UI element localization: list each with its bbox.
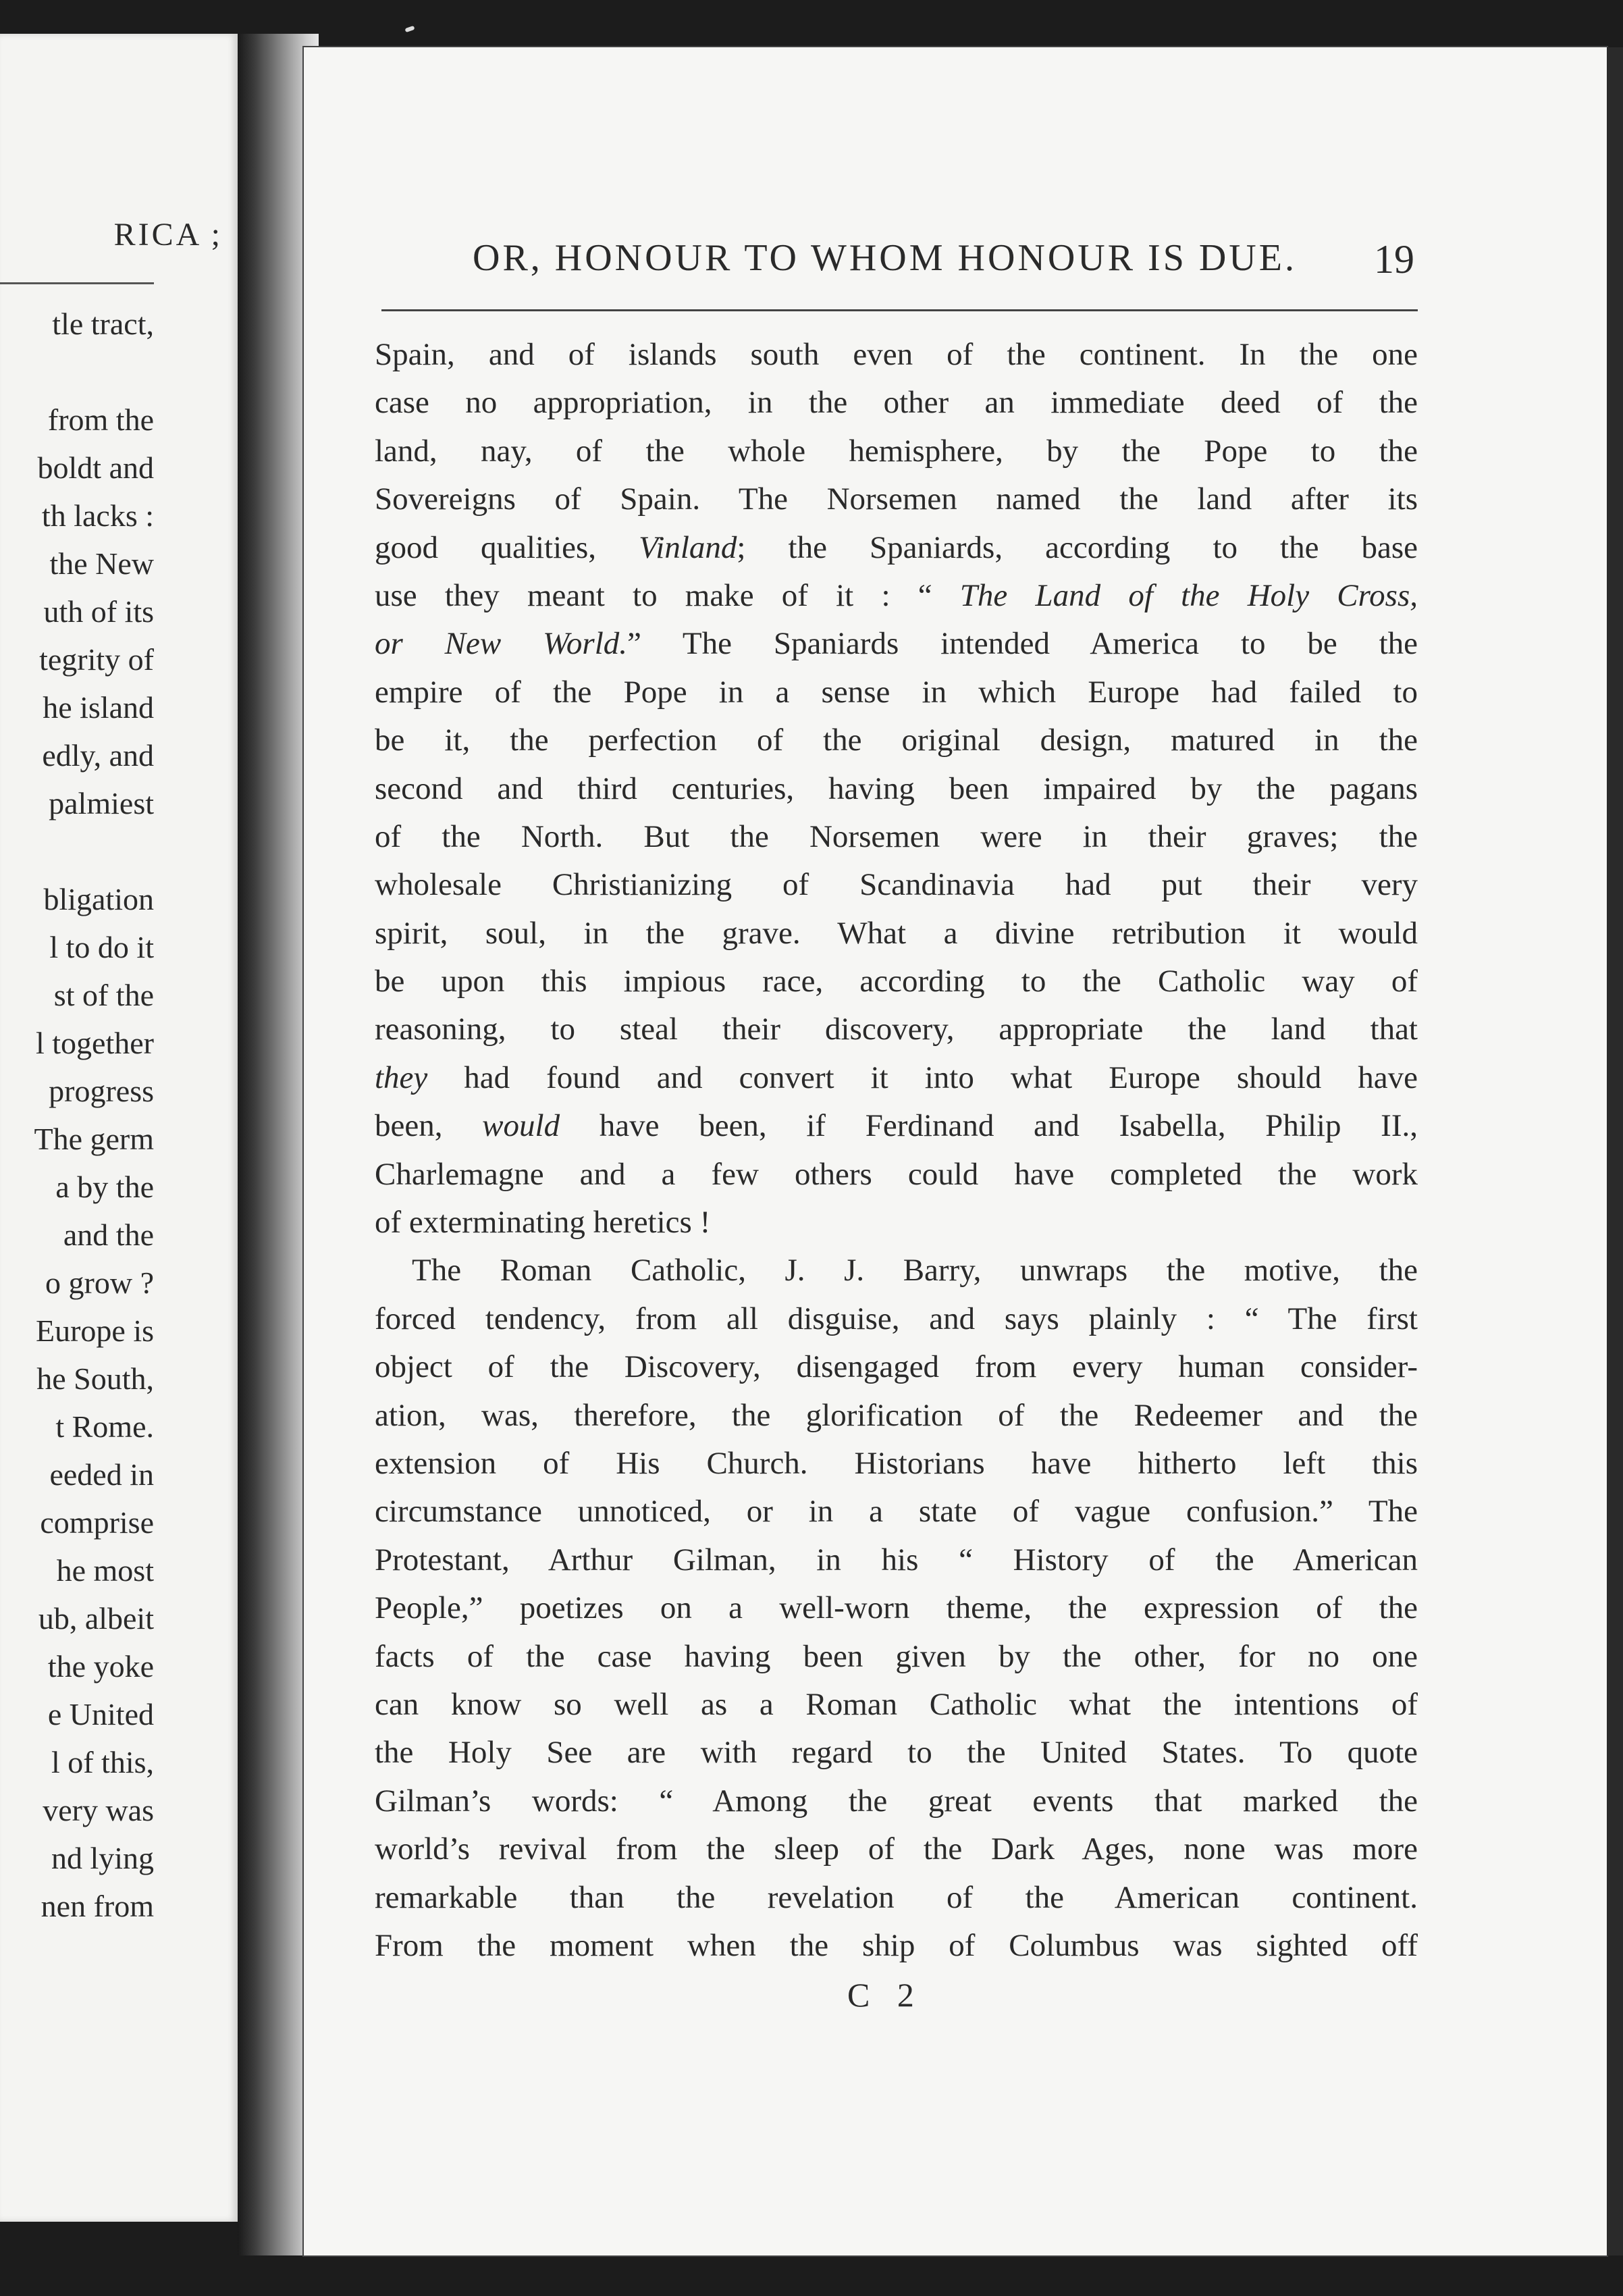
text-line: object of the Discovery, disengaged from every human consider- — [375, 1349, 1418, 1385]
text-line: land, nay, of the whole hemisphere, by the Pope to the — [375, 433, 1418, 469]
text-line: The Roman Catholic, J. J. Barry, unwraps the motive, the — [412, 1253, 1418, 1288]
text-line: can know so well as a Roman Catholic what the intentions of — [375, 1686, 1418, 1722]
text-line: they had found and convert it into what Europe should have — [375, 1060, 1418, 1095]
left-text-line: a by the — [55, 1170, 154, 1204]
text-line: circumstance unnoticed, or in a state of vague confusion.” The — [375, 1494, 1418, 1530]
left-text-line: tle tract, — [52, 307, 154, 341]
text-line: extension of His Church. Historians have hitherto left this — [375, 1445, 1418, 1481]
left-text-line: st of the — [53, 978, 154, 1012]
left-text-line: very was — [43, 1793, 154, 1827]
left-text-line: l together — [36, 1026, 154, 1060]
left-text-line: t Rome. — [55, 1409, 154, 1444]
left-text-line: he island — [43, 690, 154, 725]
left-text-line: from the — [47, 402, 154, 437]
left-text-line: eeded in — [49, 1457, 154, 1492]
left-text-line: o grow ? — [45, 1266, 154, 1300]
left-text-line: Europe is — [35, 1313, 154, 1348]
text-line: use they meant to make of it : “ The Land of the Holy Cross, — [375, 577, 1418, 613]
left-text-line — [0, 348, 154, 396]
left-text-line: the New — [49, 546, 154, 581]
text-line: From the moment when the ship of Columbus was sighted off — [375, 1927, 1418, 1963]
left-text-line — [0, 827, 154, 875]
running-head-title: OR, HONOUR TO WHOM HONOUR IS DUE. — [473, 237, 1297, 279]
signature-mark: C 2 — [847, 1976, 924, 2014]
text-line: ation, was, therefore, the glorification of the Redeemer and the — [375, 1397, 1418, 1433]
text-line: Sovereigns of Spain. The Norsemen named the land after its — [375, 481, 1418, 517]
left-text-line: nd lying — [51, 1841, 154, 1875]
text-line: reasoning, to steal their discovery, appropriate the land that — [375, 1012, 1418, 1047]
text-line: good qualities, Vinland; the Spaniards, according to the base — [375, 529, 1418, 565]
text-line: forced tendency, from all disguise, and says plainly : “ The first — [375, 1301, 1418, 1336]
left-text-line: nen from — [41, 1889, 154, 1923]
left-text-line: l of this, — [51, 1745, 154, 1779]
left-text-line: uth of its — [43, 594, 154, 629]
left-header-rule — [0, 282, 154, 284]
text-line: Spain, and of islands south even of the continent. In the one — [375, 337, 1418, 372]
left-text-line: bligation — [43, 882, 154, 916]
text-line: the Holy See are with regard to the United States. To quote — [375, 1735, 1418, 1771]
text-line: world’s revival from the sleep of the Dark Ages, none was more — [375, 1831, 1418, 1867]
header-rule — [381, 309, 1418, 311]
text-line: be it, the perfection of the original design, matured in the — [375, 723, 1418, 758]
left-text-line: The germ — [34, 1122, 154, 1156]
text-line: case no appropriation, in the other an immediate deed of the — [375, 385, 1418, 421]
left-text-line: l to do it — [49, 930, 154, 964]
text-line: empire of the Pope in a sense in which Europe had failed to — [375, 674, 1418, 710]
left-running-head: RICA ; — [113, 217, 223, 253]
left-text-line: tegrity of — [39, 642, 154, 677]
scan-speck — [404, 26, 415, 32]
text-line: or New World.” The Spaniards intended America to be the — [375, 626, 1418, 662]
text-line: wholesale Christianizing of Scandinavia had put their very — [375, 867, 1418, 903]
left-text-line: e United — [47, 1697, 154, 1731]
page-edge — [1607, 47, 1623, 2255]
left-text-line: boldt and — [37, 450, 154, 485]
left-text-line: comprise — [40, 1505, 154, 1540]
text-line: Protestant, Arthur Gilman, in his “ History of the American — [375, 1542, 1418, 1577]
left-text-line: edly, and — [42, 738, 154, 773]
left-text-line: and the — [63, 1218, 154, 1252]
left-text-line: he most — [56, 1553, 154, 1588]
page-number: 19 — [1374, 237, 1414, 282]
left-page — [0, 34, 238, 2222]
text-line: been, would have been, if Ferdinand and Isabella, Philip II., — [375, 1108, 1418, 1144]
text-line: second and third centuries, having been impaired by the pagans — [375, 771, 1418, 806]
text-line: facts of the case having been given by the other, for no one — [375, 1638, 1418, 1674]
text-line: People,” poetizes on a well-worn theme, the expression of the — [375, 1590, 1418, 1626]
text-line: be upon this impious race, according to the Catholic way of — [375, 964, 1418, 999]
left-text-line: he South, — [36, 1361, 154, 1396]
left-text-line: the yoke — [47, 1649, 154, 1684]
running-head — [473, 236, 1485, 280]
left-text-line: progress — [49, 1074, 154, 1108]
text-line: spirit, soul, in the grave. What a divine retribution it would — [375, 915, 1418, 951]
left-text-line: ub, albeit — [38, 1601, 154, 1636]
page-body-text — [375, 331, 1418, 1970]
text-line: Charlemagne and a few others could have completed the work — [375, 1156, 1418, 1192]
text-line: of exterminating heretics ! — [375, 1205, 711, 1241]
left-page-text — [0, 300, 154, 1930]
left-text-line: th lacks : — [41, 498, 154, 533]
text-line: Gilman’s words: “ Among the great events that marked the — [375, 1783, 1418, 1819]
left-text-line: palmiest — [49, 786, 154, 820]
text-line: remarkable than the revelation of the American continent. — [375, 1879, 1418, 1915]
text-line: of the North. But the Norsemen were in their graves; the — [375, 818, 1418, 854]
